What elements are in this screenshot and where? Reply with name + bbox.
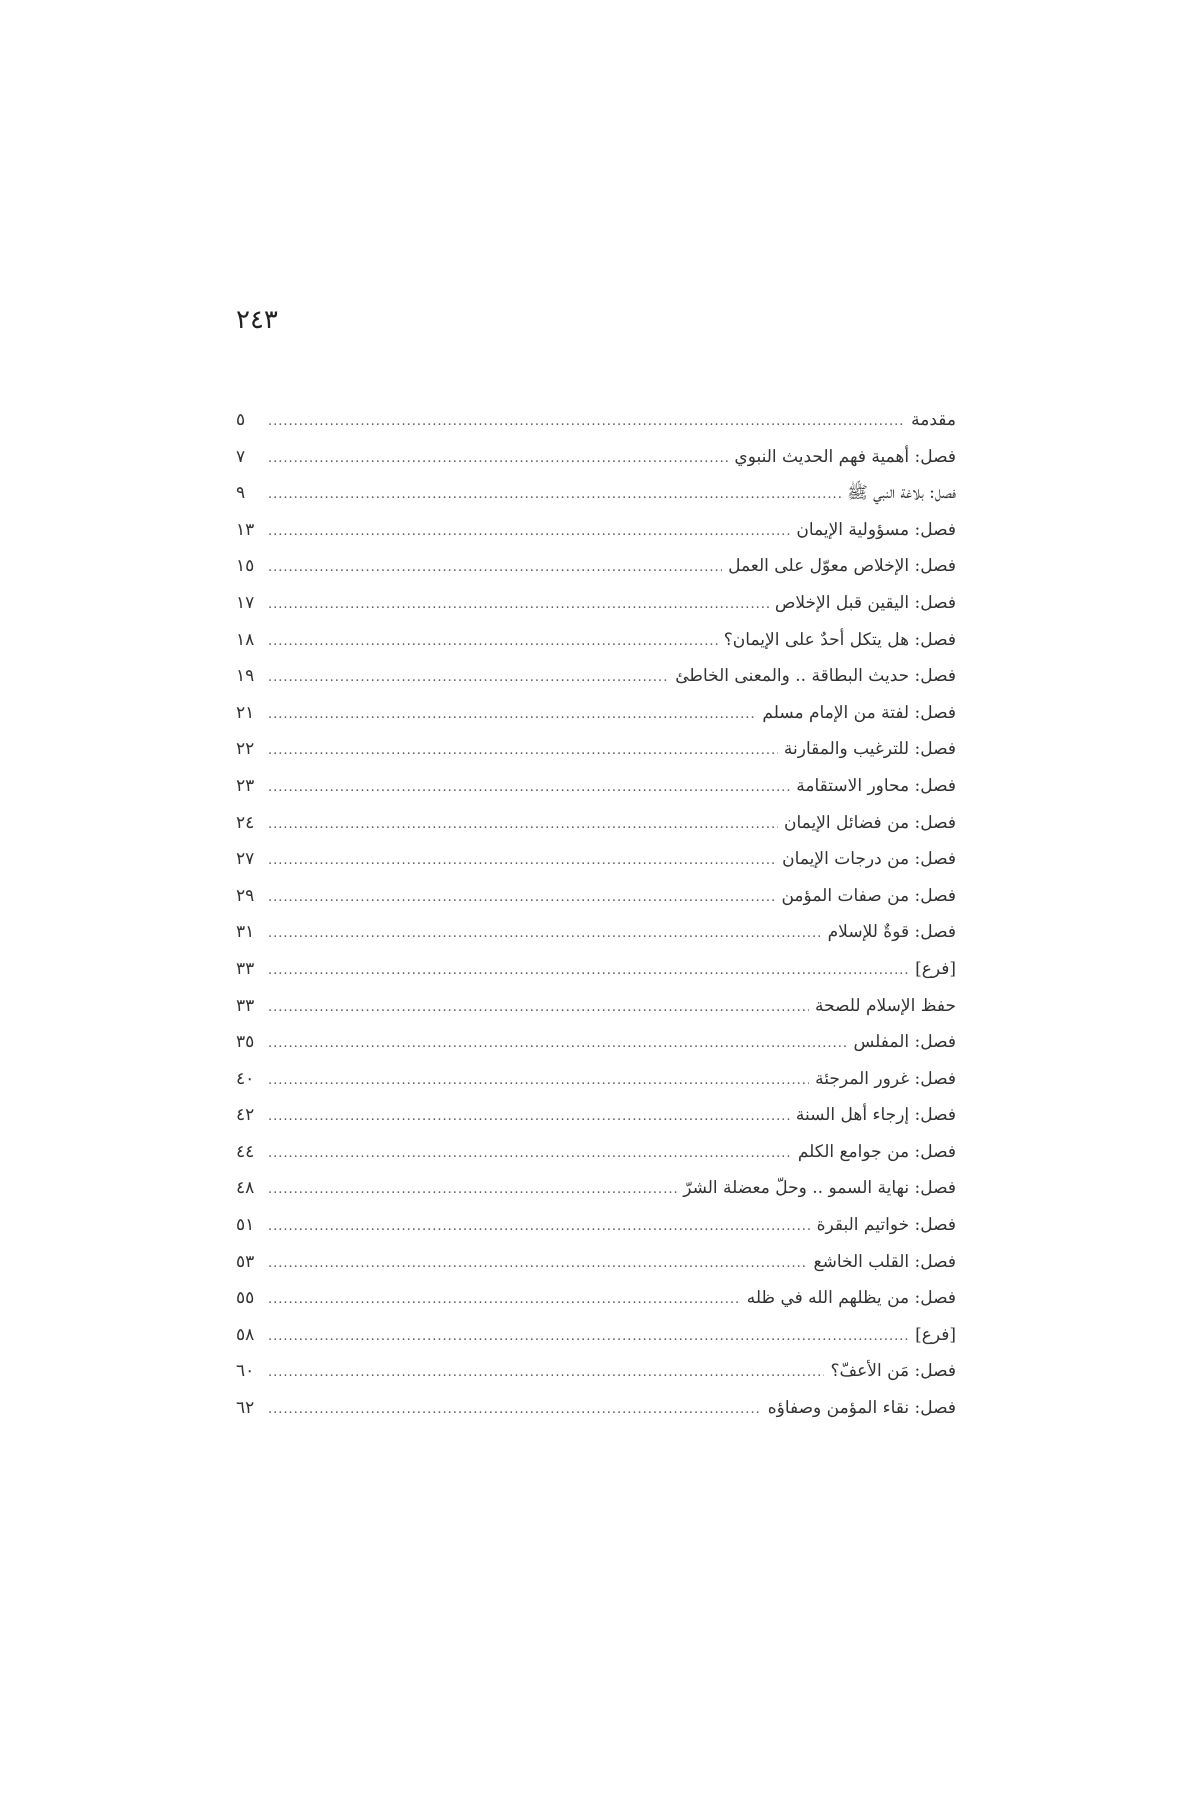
toc-entry-title: فصل: القلب الخاشع bbox=[813, 1251, 956, 1272]
toc-entry bbox=[236, 731, 956, 768]
toc-leader-dots bbox=[268, 843, 776, 878]
toc-entry bbox=[236, 1134, 956, 1171]
toc-entry bbox=[236, 512, 956, 549]
toc-entry bbox=[236, 1244, 956, 1281]
toc-entry bbox=[236, 622, 956, 659]
toc-entry-page: ٥١ bbox=[236, 1215, 255, 1236]
toc-entry bbox=[236, 805, 956, 842]
toc-entry bbox=[236, 439, 956, 476]
toc-entry-page: ١٥ bbox=[236, 556, 255, 577]
toc-entry-title: فصل: من يظلهم الله في ظله bbox=[746, 1288, 956, 1309]
toc-leader-dots bbox=[268, 916, 822, 951]
toc-entry-page: ٢٢ bbox=[236, 739, 255, 760]
toc-entry-title: فصل: حديث البطاقة .. والمعنى الخاطئ bbox=[675, 666, 956, 687]
toc-entry bbox=[236, 1097, 956, 1134]
toc-leader-dots bbox=[268, 1246, 808, 1281]
toc-entry bbox=[236, 658, 956, 695]
toc-entry-title: فصل: للترغيب والمقارنة bbox=[783, 739, 956, 760]
toc-entry-title: فصل: خواتيم البقرة bbox=[816, 1215, 956, 1236]
toc-entry-page: ١٣ bbox=[236, 519, 255, 540]
toc-entry bbox=[236, 988, 956, 1025]
toc-entry bbox=[236, 1390, 956, 1427]
toc-leader-dots bbox=[268, 1172, 677, 1207]
toc-entry-title: فصل: بلاغة النبي ﷺ bbox=[847, 483, 956, 504]
toc-entry-page: ٣٣ bbox=[236, 958, 255, 979]
toc-leader-dots bbox=[268, 807, 778, 842]
toc-entry bbox=[236, 1317, 956, 1354]
toc-entry bbox=[236, 841, 956, 878]
toc-entry-page: ٣٣ bbox=[236, 995, 255, 1016]
toc-entry bbox=[236, 475, 956, 512]
toc-entry-page: ١٧ bbox=[236, 592, 255, 613]
toc-entry bbox=[236, 768, 956, 805]
toc-entry bbox=[236, 695, 956, 732]
toc-entry bbox=[236, 951, 956, 988]
toc-entry-page: ٩ bbox=[236, 483, 246, 504]
toc-leader-dots bbox=[268, 514, 790, 549]
toc-entry-title: فصل: أهمية فهم الحديث النبوي bbox=[734, 446, 956, 467]
toc-entry bbox=[236, 1353, 956, 1390]
toc-entry-page: ٢٤ bbox=[236, 812, 255, 833]
toc-entry-page: ٣١ bbox=[236, 922, 255, 943]
toc-entry-title: فصل: غرور المرجئة bbox=[815, 1068, 956, 1089]
toc-entry-page: ٤٤ bbox=[236, 1141, 255, 1162]
toc-entry-page: ٣٥ bbox=[236, 1032, 255, 1053]
toc-entry-title: فصل: مسؤولية الإيمان bbox=[796, 519, 956, 540]
toc-entry-title: فصل: إرجاء أهل السنة bbox=[795, 1105, 956, 1126]
page-number: ٢٤٣ bbox=[236, 305, 278, 335]
toc-entry bbox=[236, 878, 956, 915]
toc-entry-title: فصل: محاور الاستقامة bbox=[796, 775, 956, 796]
toc-entry bbox=[236, 585, 956, 622]
toc-entry-page: ٦٠ bbox=[236, 1361, 255, 1382]
toc-entry-title: [فرع] bbox=[915, 958, 956, 979]
toc-entry bbox=[236, 1170, 956, 1207]
toc-leader-dots bbox=[268, 660, 669, 695]
toc-entry-title: فصل: هل يتكل أحدٌ على الإيمان؟ bbox=[723, 629, 956, 650]
toc-leader-dots bbox=[268, 550, 722, 585]
toc-entry-title: فصل: من فضائل الإيمان bbox=[783, 812, 956, 833]
toc-leader-dots bbox=[268, 770, 790, 805]
toc-leader-dots bbox=[268, 697, 756, 732]
toc-entry-page: ٢٧ bbox=[236, 849, 255, 870]
toc-entry-page: ٧ bbox=[236, 446, 246, 467]
toc-entry bbox=[236, 548, 956, 585]
toc-entry-page: ٤٨ bbox=[236, 1178, 255, 1199]
toc-entry-page: ٢٩ bbox=[236, 885, 255, 906]
toc-entry bbox=[236, 1024, 956, 1061]
toc-entry-title: حفظ الإسلام للصحة bbox=[814, 995, 956, 1016]
toc-entry-page: ٥٨ bbox=[236, 1324, 255, 1345]
toc-leader-dots bbox=[268, 733, 778, 768]
toc-leader-dots bbox=[268, 441, 728, 476]
toc-entry-title: فصل: لفتة من الإمام مسلم bbox=[762, 702, 956, 723]
toc-entry-title: فصل: نهاية السمو .. وحلّ معضلة الشرّ bbox=[683, 1178, 956, 1199]
toc-entry bbox=[236, 402, 956, 439]
toc-entry-page: ٥٣ bbox=[236, 1251, 255, 1272]
toc-entry bbox=[236, 914, 956, 951]
table-of-contents bbox=[236, 402, 956, 1427]
toc-leader-dots bbox=[268, 1282, 741, 1317]
toc-entry-title: فصل: اليقين قبل الإخلاص bbox=[774, 592, 956, 613]
toc-leader-dots bbox=[268, 624, 718, 659]
toc-entry-page: ٥٥ bbox=[236, 1288, 255, 1309]
toc-entry-page: ٥ bbox=[236, 410, 246, 430]
toc-entry-title: فصل: المفلس bbox=[853, 1032, 956, 1053]
toc-entry-page: ٦٢ bbox=[236, 1398, 255, 1419]
toc-entry-title: [فرع] bbox=[915, 1324, 956, 1345]
toc-entry-page: ٤٢ bbox=[236, 1105, 255, 1126]
toc-entry-title: فصل: نقاء المؤمن وصفاؤه bbox=[767, 1398, 956, 1419]
toc-entry-title: فصل: من جوامع الكلم bbox=[797, 1141, 956, 1162]
toc-entry-page: ١٨ bbox=[236, 629, 255, 650]
toc-leader-dots bbox=[268, 1209, 811, 1244]
toc-entry-page: ٢٣ bbox=[236, 775, 255, 796]
toc-leader-dots bbox=[268, 880, 775, 915]
toc-leader-dots bbox=[268, 1392, 762, 1427]
toc-entry-title: فصل: من صفات المؤمن bbox=[781, 885, 956, 906]
toc-entry bbox=[236, 1207, 956, 1244]
toc-leader-dots bbox=[268, 477, 841, 512]
toc-entry-title: فصل: الإخلاص معوّل على العمل bbox=[728, 556, 956, 577]
toc-leader-dots bbox=[268, 587, 769, 622]
toc-leader-dots bbox=[268, 990, 809, 1025]
toc-entry bbox=[236, 1280, 956, 1317]
toc-entry-title: فصل: من درجات الإيمان bbox=[782, 849, 956, 870]
toc-leader-dots bbox=[268, 1099, 790, 1134]
toc-entry-title: فصل: مَن الأعفّ؟ bbox=[830, 1361, 956, 1382]
toc-leader-dots bbox=[268, 404, 905, 439]
toc-entry-title: مقدمة bbox=[911, 410, 956, 430]
toc-leader-dots bbox=[268, 1319, 909, 1354]
toc-leader-dots bbox=[268, 1063, 809, 1098]
toc-leader-dots bbox=[268, 1136, 792, 1171]
toc-entry-page: ٤٠ bbox=[236, 1068, 255, 1089]
toc-entry-page: ١٩ bbox=[236, 666, 255, 687]
toc-leader-dots bbox=[268, 953, 909, 988]
toc-leader-dots bbox=[268, 1026, 847, 1061]
toc-leader-dots bbox=[268, 1355, 824, 1390]
toc-entry bbox=[236, 1061, 956, 1098]
toc-entry-page: ٢١ bbox=[236, 702, 255, 723]
toc-entry-title: فصل: قوةٌ للإسلام bbox=[827, 922, 956, 943]
